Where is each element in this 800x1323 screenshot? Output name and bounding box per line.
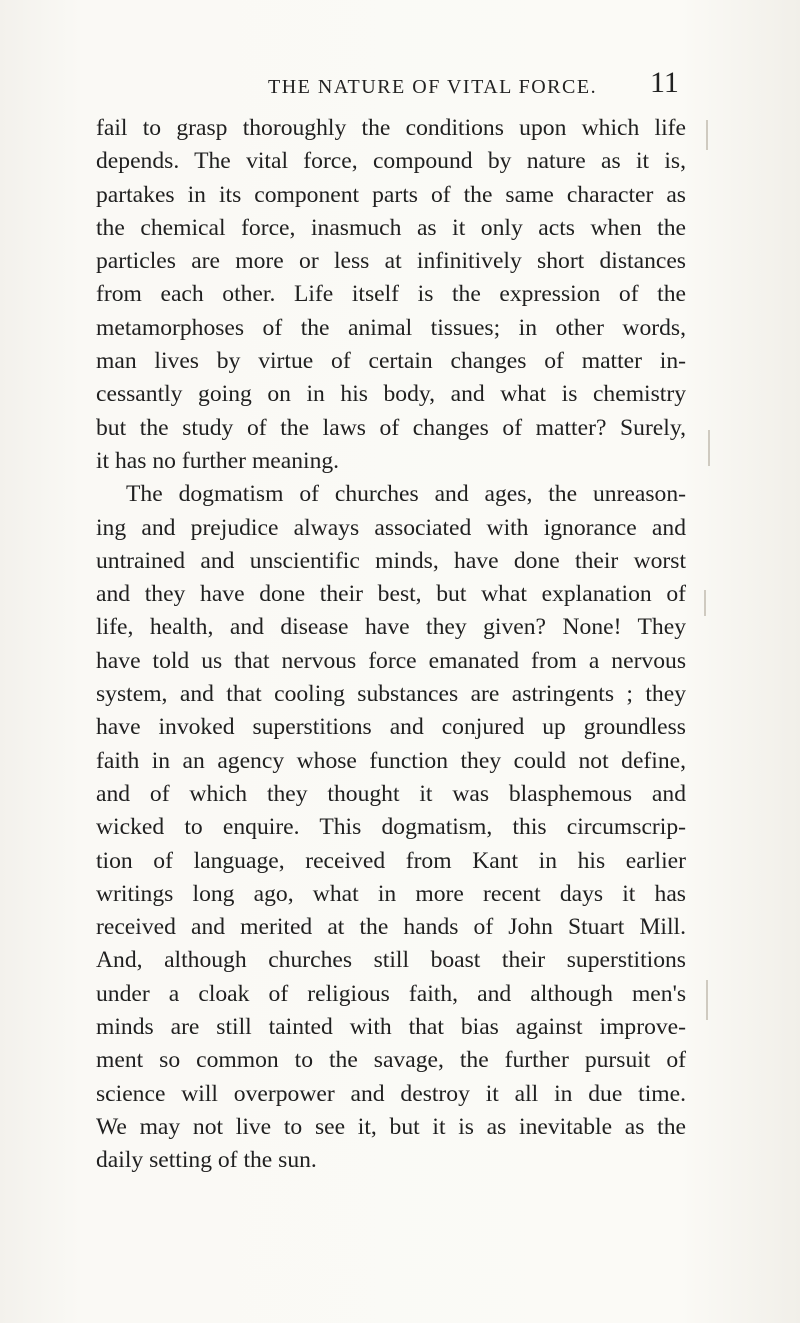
text-line: particles are more or less at infinitively short distances — [96, 248, 686, 275]
text-line: under a cloak of religious faith, and although men's — [96, 980, 686, 1007]
text-line: tion of language, received from Kant in his earlier — [96, 847, 686, 874]
text-line: writings long ago, what in more recent days it has — [96, 880, 686, 907]
text-line: from each other. Life itself is the expression of the — [96, 281, 686, 308]
text-line: the chemical force, inasmuch as it only acts when the — [96, 214, 686, 241]
text-line: daily setting of the sun. — [96, 1147, 317, 1174]
text-line: wicked to enquire. This dogmatism, this circumscrip- — [96, 814, 686, 841]
text-line: We may not live to see it, but it is as inevitable as the — [96, 1113, 686, 1140]
text-line: The dogmatism of churches and ages, the unreason- — [126, 481, 686, 508]
text-line: received and merited at the hands of John Stuart Mill. — [96, 914, 686, 941]
binding-shadow-mark — [704, 590, 706, 616]
running-title: THE NATURE OF VITAL FORCE. — [268, 76, 598, 98]
text-line: fail to grasp thoroughly the conditions upon which life — [96, 115, 686, 141]
text-line: but the study of the laws of changes of matter? Surely, — [96, 414, 686, 441]
text-line: have invoked superstitions and conjured up groundless — [96, 714, 686, 741]
binding-shadow-mark — [708, 430, 710, 466]
text-line: depends. The vital force, compound by nature as it is, — [96, 148, 686, 175]
text-line: And, although churches still boast their superstitions — [96, 947, 686, 974]
text-line: partakes in its component parts of the same character as — [96, 181, 686, 208]
binding-shadow-mark — [706, 120, 708, 150]
text-line: life, health, and disease have they given? None! They — [96, 614, 686, 641]
text-line: system, and that cooling substances are astringents ; they — [96, 681, 686, 708]
running-head — [268, 66, 688, 106]
binding-shadow-mark — [706, 980, 708, 1020]
text-line: ing and prejudice always associated with ignorance and — [96, 514, 686, 541]
text-line: untrained and unscientific minds, have done their worst — [96, 547, 686, 574]
text-line: metamorphoses of the animal tissues; in other words, — [96, 314, 686, 341]
text-line: minds are still tainted with that bias against improve- — [96, 1014, 686, 1041]
page-number: 11 — [650, 66, 679, 99]
text-line: man lives by virtue of certain changes of matter in- — [96, 348, 686, 375]
text-line: have told us that nervous force emanated from a nervous — [96, 647, 686, 674]
text-line: cessantly going on in his body, and what is chemistry — [96, 381, 686, 408]
text-line: faith in an agency whose function they could not define, — [96, 747, 686, 774]
text-line: and they have done their best, but what explanation of — [96, 581, 686, 608]
text-line: ment so common to the savage, the further pursuit of — [96, 1047, 686, 1074]
text-line: science will overpower and destroy it all in due time. — [96, 1080, 686, 1107]
text-line: and of which they thought it was blasphemous and — [96, 780, 686, 807]
body-text — [96, 112, 686, 1178]
text-line: it has no further meaning. — [96, 447, 340, 474]
